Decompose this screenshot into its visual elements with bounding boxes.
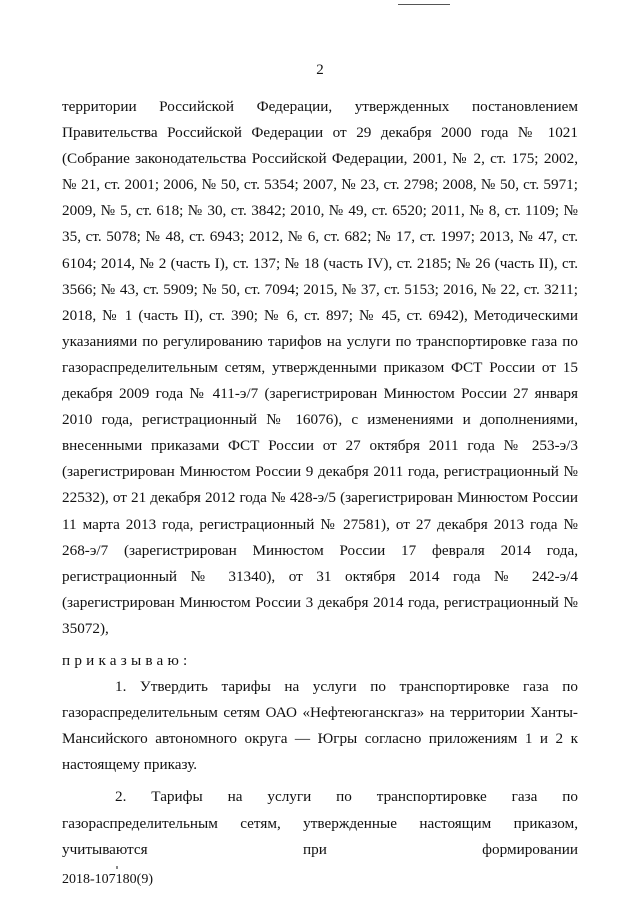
top-scan-mark — [398, 4, 450, 5]
document-body — [62, 94, 578, 863]
document-number: 2018-107180(9) — [62, 872, 153, 887]
scan-speck — [116, 866, 118, 869]
paragraph-item-2: 2. Тарифы на услуги по транспортировке газа по газораспределительным сетям, утвержденные настоящим приказом, учитываются при формировании — [62, 788, 578, 858]
paragraph-item-1: 1. Утвердить тарифы на услуги по транспортировке газа по газораспределительным сетям ОАО «Нефтеюганскгаз» на территории Ханты-Мансийского автономного округа — Югры согласно приложениям 1 и 2 к настоящему приказу. — [62, 678, 578, 774]
paragraph-legal-basis: территории Российской Федерации, утвержденных постановлением Правительства Российской Федерации от 29 декабря 2000 года № 1021 (Собрание законодательства Российской Федерации, 2001, № 2, ст. 175; 2002, № 21, ст. 2001; 2006, № 50, ст. 5354; 2007, № 23, ст. 2798; 2008, № 50, ст. 5971; 2009, № 5, ст. 618; № 30, ст. 3842; 2010, № 49, ст. 6520; 2011, № 8, ст. 1109; № 35, ст. 5078; № 48, ст. 6943; 2012, № 6, ст. 682; № 17, ст. 1997; 2013, № 47, ст. 6104; 2014, № 2 (часть I), ст. 137; № 18 (часть IV), ст. 2185; № 26 (часть II), ст. 3566; № 43, ст. 5909; № 50, ст. 7094; 2015, № 37, ст. 5153; 2016, № 22, ст. 3211; 2018, № 1 (часть II), ст. 390; № 6, ст. 897; № 45, ст. 6942), Методическими указаниями по регулированию тарифов на услуги по транспортировке газа по газораспределительным сетям, утвержденными приказом ФСТ России от 15 декабря 2009 года № 411-э/7 (зарегистрирован Минюстом России 27 января 2010 года, регистрационный № 16076), с изменениями и дополнениями, внесенными приказами ФСТ России от 27 октября 2011 года № 253-э/3 (зарегистрирован Минюстом России 9 декабря 2011 года, регистрационный № 22532), от 21 декабря 2012 года № 428-э/5 (зарегистрирован Минюстом России 11 марта 2013 года, регистрационный № 27581), от 27 декабря 2013 года № 268-э/7 (зарегистрирован Минюстом России 17 февраля 2014 года, регистрационный № 31340), от 31 октября 2014 года № 242-э/4 (зарегистрирован Минюстом России 3 декабря 2014 года, регистрационный № 35072), — [62, 98, 578, 637]
paragraph-order: приказываю: — [62, 651, 192, 669]
page-number: 2 — [316, 62, 324, 78]
